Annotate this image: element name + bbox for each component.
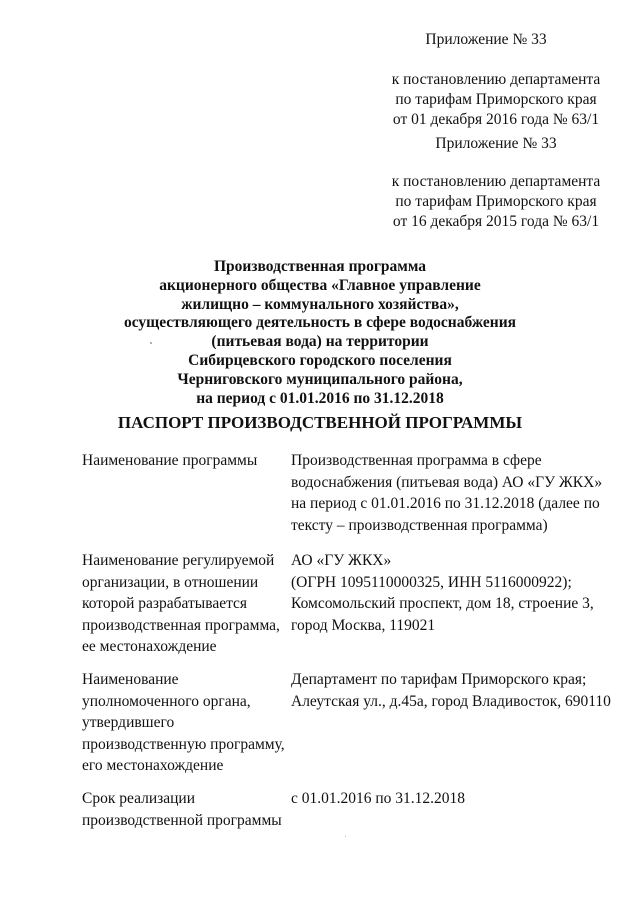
heading-line: Производственная программа [213, 258, 427, 275]
value-line: тексту – производственная программа) [291, 516, 548, 534]
appendix-line: от 01 декабря 2016 года № 63/1 [392, 111, 600, 128]
label-line: организации, в отношении [82, 573, 259, 591]
label-line: производственную программу, [82, 735, 285, 753]
label-line: Наименование [82, 671, 179, 688]
label-line: производственная программа, [82, 616, 280, 634]
label-line: ее местонахождение [82, 638, 217, 655]
row-value [291, 450, 613, 536]
appendix-line: к постановлению департамента [391, 173, 601, 190]
value-line: с 01.01.2016 по 31.12.2018 [291, 790, 466, 807]
value-line: водоснабжения (питьевая вода) АО «ГУ ЖКХ» [291, 473, 603, 491]
row-label [82, 788, 287, 831]
scan-speck [345, 836, 346, 837]
heading-line: акционерного общества «Главное управление [159, 276, 481, 294]
label-line: Наименование регулируемой [82, 552, 275, 569]
label-line: которой разрабатывается [82, 595, 248, 612]
heading-line: на период с 01.01.2016 по 31.12.2018 [196, 389, 444, 407]
appendix-line: от 16 декабря 2015 года № 63/1 [392, 213, 600, 230]
value-line: АО «ГУ ЖКХ» [291, 552, 392, 569]
row-value [291, 669, 613, 712]
heading-line: осуществляющего деятельность в сфере водоснабжения [123, 314, 517, 332]
label-line: его местонахождение [82, 757, 224, 774]
heading-line: Сибирцевского городского поселения [188, 351, 452, 369]
label-line: уполномоченного органа, [82, 692, 251, 710]
appendix-title: Приложение № 33 [435, 135, 557, 152]
label-line: Срок реализации [82, 790, 195, 807]
value-line: (ОГРН 1095110000325, ИНН 5116000922); [291, 573, 572, 591]
value-line: на период с 01.01.2016 по 31.12.2018 (далее по [291, 495, 600, 512]
label-line: утвердившего [82, 714, 175, 731]
appendix-line: по тарифам Приморского края [395, 91, 597, 108]
appendix-block-original [386, 134, 606, 232]
heading-line: (питьевая вода) на территории [211, 333, 429, 351]
appendix-title: Приложение № 33 [425, 31, 547, 48]
label-line: Наименование программы [82, 452, 258, 469]
appendix-block-current [386, 30, 606, 130]
value-line: Комсомольский проспект, дом 18, строение 3, [291, 595, 594, 612]
value-line: Департамент по тарифам Приморского края; [291, 671, 587, 688]
label-line: производственной программы [82, 811, 282, 829]
appendix-line: к постановлению департамента [391, 71, 601, 88]
passport-title: ПАСПОРТ ПРОИЗВОДСТВЕННОЙ ПРОГРАММЫ [117, 413, 523, 432]
heading-line: жилищно – коммунального хозяйства», [181, 295, 459, 313]
value-line: город Москва, 119021 [291, 616, 436, 634]
row-value [291, 788, 613, 810]
row-label [82, 669, 287, 777]
appendix-line: по тарифам Приморского края [395, 193, 597, 210]
value-line: Производственная программа в сфере [291, 452, 542, 469]
heading-line: Черниговского муниципального района, [177, 370, 463, 388]
scan-speck [150, 342, 152, 344]
program-heading [100, 258, 540, 408]
row-label [82, 450, 287, 472]
row-value [291, 550, 613, 636]
row-label [82, 550, 287, 658]
value-line: Алеутская ул., д.45а, город Владивосток, 690110 [291, 692, 611, 710]
